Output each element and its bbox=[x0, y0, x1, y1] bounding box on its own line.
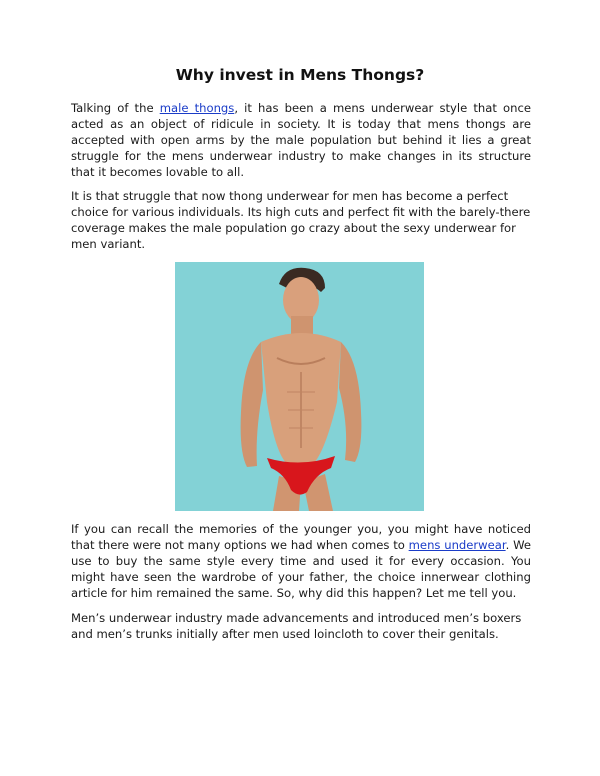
paragraph-memories-text-start: If you can recall the memories of the younger you, you might have noticed that there were not many options we had when comes to bbox=[71, 522, 531, 552]
model-illustration bbox=[175, 262, 424, 511]
paragraph-intro-text-start: Talking of the bbox=[71, 101, 160, 115]
paragraph-intro bbox=[71, 100, 531, 180]
article-title: Why invest in Mens Thongs? bbox=[175, 66, 425, 84]
paragraph-struggle: It is that struggle that now thong underwear for men has become a perfect choice for various individuals. Its high cuts and perfect fit with the barely-there coverage makes the male population go crazy about the sexy underwear for men variant. bbox=[71, 189, 531, 251]
paragraph-intro-text-end: , it has been a mens underwear style that once acted as an object of ridicule in society. It is today that mens thongs are accepted with open arms by the male population but behind it lies a great struggle for the mens underwear industry to make changes in its structure that it becomes lovable to all. bbox=[71, 101, 531, 179]
paragraph-memories-text-end: . We use to buy the same style every time and used it for every occasion. You might have seen the wardrobe of your father, the choice innerwear clothing article for him remained the same. So, why did this happen? Let me tell you. bbox=[71, 538, 531, 600]
male-thongs-link[interactable]: male thongs bbox=[159, 101, 235, 115]
paragraph-memories bbox=[71, 521, 531, 601]
mens-underwear-link[interactable]: mens underwear bbox=[408, 538, 506, 552]
paragraph-history: Men’s underwear industry made advancements and introduced men’s boxers and men’s trunks initially after men used loincloth to cover their genitals. bbox=[71, 611, 522, 641]
model-photo bbox=[175, 262, 424, 511]
